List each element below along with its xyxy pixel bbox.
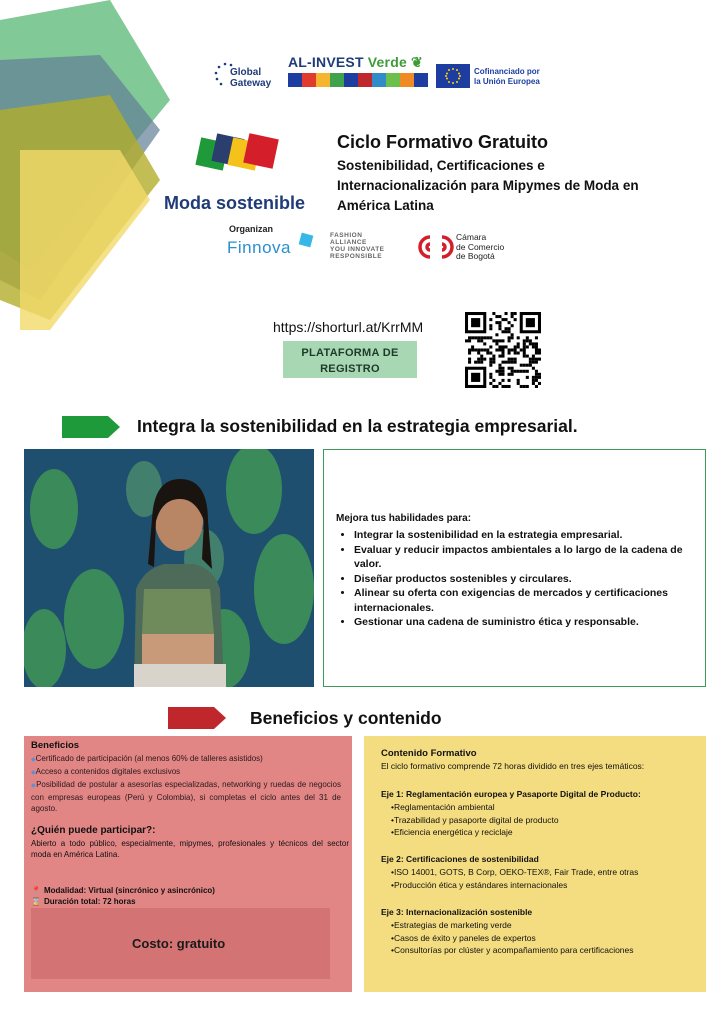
who-heading: ¿Quién puede participar?: [31,825,156,836]
cost-box [31,908,330,979]
global-gateway-line1: Global [230,67,262,78]
content-heading: Contenido Formativo [381,748,477,759]
skill-item: • Gestionar una cadena de suministro ética y responsable. [354,615,694,630]
global-gateway-logo [214,56,284,96]
benefit-item: ◆ Certificado de participación (al menos 60% de talleres asistidos) [31,753,341,766]
eu-flag-icon [436,64,470,88]
benefit-item: ◆ Acceso a contenidos digitales exclusivos [31,766,341,779]
axis-item: • Casos de éxito y paneles de expertos [381,932,701,945]
axis-title: Eje 3: Internacionalización sostenible [381,907,533,917]
registration-url[interactable]: https://shorturl.at/KrrMM [273,319,424,335]
content-intro: El ciclo formativo comprende 72 horas dividido en tres ejes temáticos: [381,761,645,771]
benefit-item: ◆ Posibilidad de postular a asesorías especializadas, networking y ruedas de negocios con empresas europeas (Perú y Colombia), si completas el ciclo antes del 31 de agosto. [31,779,341,814]
finnova-logo: Finnova [227,238,291,257]
reg-button-line2: REGISTRO [320,363,380,375]
pin-icon: 📍 [31,886,41,895]
axis-3 [381,907,701,957]
ccb-line1: Cámara [456,232,487,242]
camara-comercio-logo [418,232,528,264]
benefits-heading: Beneficios [31,740,80,751]
red-arrow-icon [168,707,226,729]
ccb-line2: de Comercio [456,241,505,252]
green-arrow-icon [62,416,120,438]
brand-name: Moda sostenible [164,193,306,213]
fashion-line3: YOU INNOVATE [330,246,385,253]
eu-cofunding-logo [436,64,576,92]
axis-item: • Consultorías por clúster y acompañamiento para certificaciones [381,944,701,957]
axis-2 [381,854,701,891]
page-title: Ciclo Formativo Gratuito [337,132,549,152]
reg-button-line1: PLATAFORMA DE [301,347,399,359]
axis-item: • Producción ética y estándares internacionales [381,879,701,892]
axis-item: • Eficiencia energética y reciclaje [381,826,701,839]
axis-item: • Reglamentación ambiental [381,801,701,814]
axis-item: • Trazabilidad y pasaporte digital de producto [381,814,701,827]
fashion-line1: FASHION [330,232,363,239]
brand-squares-logo [192,130,292,186]
fashion-line4: RESPONSIBLE [330,253,383,260]
eu-text-line2: la Unión Europea [474,77,540,86]
section-title-benefits: Beneficios y contenido [250,708,442,728]
axis-title: Eje 1: Reglamentación europea y Pasaporte Digital de Producto: [381,789,641,799]
section-title-strategy: Integra la sostenibilidad en la estrategia empresarial. [137,416,578,436]
axis-item: • Estrategias de marketing verde [381,919,701,932]
verde-text: Verde [367,54,407,70]
skill-item: • Diseñar productos sostenibles y circulares. [354,572,694,587]
fashion-alliance-logo [330,232,385,260]
ccb-line3: de Bogotá [456,251,495,261]
eu-text-line1: Cofinanciado por [474,67,540,76]
skill-item: • Evaluar y reducir impactos ambientales a lo largo de la cadena de valor. [354,543,694,572]
axis-title: Eje 2: Certificaciones de sostenibilidad [381,854,539,864]
registration-platform-button[interactable] [283,341,417,378]
modality-text: Modalidad: Virtual (sincrónico y asincrónico) [43,886,215,895]
alinvest-color-bar [288,73,428,87]
global-gateway-line2: Gateway [230,78,272,89]
skills-list [354,528,694,630]
modality-block [31,885,215,907]
hourglass-icon: ⌛ [31,897,41,906]
fashion-model-photo [24,449,314,687]
finnova-cube-icon [299,233,314,248]
decorative-panels [0,0,170,330]
partner-logos [210,52,570,96]
skills-box [323,449,706,687]
organizan-label: Organizan [229,224,274,234]
skill-item: • Integrar la sostenibilidad en la estrategia empresarial. [354,528,694,543]
alinvest-verde-logo [288,54,428,87]
cost-text: Costo: gratuito [132,936,226,951]
leaf-icon: ❦ [411,54,423,70]
axis-1 [381,789,701,839]
fashion-line2: ALLIANCE [330,239,367,246]
page-subtitle: Sostenibilidad, Certificaciones e Internacionalización para Mipymes de Moda en América Latina [337,158,639,213]
qr-code[interactable] [465,312,541,388]
who-text: Abierto a todo público, especialmente, mipymes, profesionales y técnicos del sector moda en América Latina. [31,839,349,859]
duration-text: Duración total: 72 horas [43,897,136,906]
benefits-panel [24,736,352,992]
alinvest-text: AL-INVEST [288,54,364,70]
skills-intro: Mejora tus habilidades para: [336,513,472,524]
benefits-list [31,753,341,814]
axis-item: • ISO 14001, GOTS, B Corp, OEKO-TEX®, Fair Trade, entre otras [381,866,701,879]
skill-item: • Alinear su oferta con exigencias de mercados y certificaciones internacionales. [354,586,694,615]
content-panel [364,736,706,992]
ccb-mark-icon [418,234,454,260]
